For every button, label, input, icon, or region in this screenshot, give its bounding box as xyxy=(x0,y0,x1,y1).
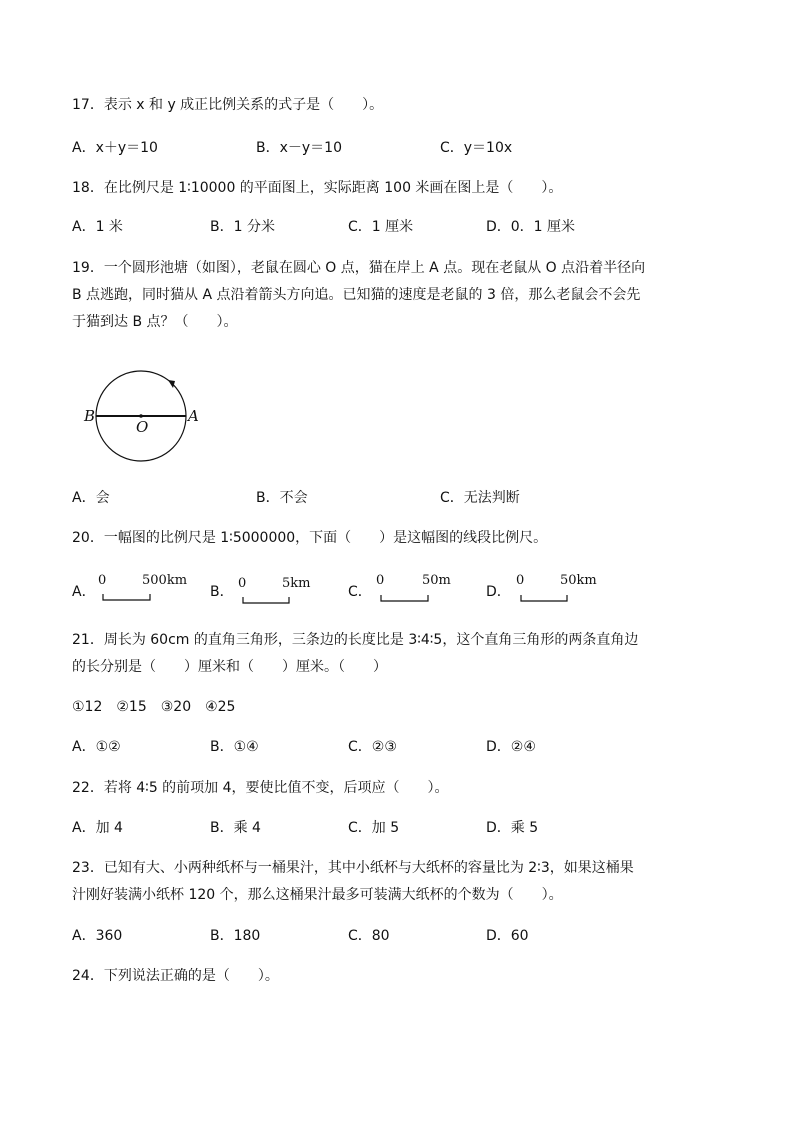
q19-stem-line-2: B 点逃跑，同时猫从 A 点沿着箭头方向追。已知猫的速度是老鼠的 3 倍，那么老鼠会不会先 xyxy=(72,287,641,303)
q20-option-c-letter: C． xyxy=(348,584,372,600)
q23-stem-line-2: 汁刚好装满小纸杯 120 个，那么这桶果汁最多可装满大纸杯的个数为（ ）。 xyxy=(72,887,563,903)
scale-b-start: 0 xyxy=(238,576,247,591)
q19-stem-line-3: 于猫到达 B 点？（ ）。 xyxy=(72,314,238,330)
q22-option-a[interactable]: A．加 4 xyxy=(72,820,123,836)
scale-c-end: 50m xyxy=(422,573,451,588)
q23-stem-line-1: 23．已知有大、小两种纸杯与一桶果汁，其中小纸杯与大纸杯的容量比为 2∶3，如果这桶果 xyxy=(72,860,634,876)
label-o: O xyxy=(136,418,149,436)
arrow-icon xyxy=(168,380,175,388)
q21-option-b[interactable]: B．①④ xyxy=(210,739,259,755)
label-a: A xyxy=(188,407,199,425)
q19-circle-figure xyxy=(80,368,210,468)
q23-option-d[interactable]: D．60 xyxy=(486,928,529,944)
q22-options xyxy=(72,818,732,838)
scale-bar-b xyxy=(234,570,334,610)
scale-a-start: 0 xyxy=(98,573,107,588)
scale-d-start: 0 xyxy=(516,573,525,588)
q21-option-d[interactable]: D．②④ xyxy=(486,739,536,755)
q24-stem: 24．下列说法正确的是（ ）。 xyxy=(72,968,279,984)
q20-option-b-letter: B． xyxy=(210,584,234,600)
q20-option-d-letter: D． xyxy=(486,584,511,600)
q21-option-a[interactable]: A．①② xyxy=(72,739,121,755)
q21-stem-line-1: 21．周长为 60cm 的直角三角形，三条边的长度比是 3∶4∶5，这个直角三角形的两条直角边 xyxy=(72,632,639,648)
q20-stem: 20．一幅图的比例尺是 1∶5000000，下面（ ）是这幅图的线段比例尺。 xyxy=(72,530,548,546)
q23-options xyxy=(72,926,732,946)
q19-option-a[interactable]: A．会 xyxy=(72,490,110,506)
q18-options xyxy=(72,217,732,237)
q21-choices: ①12 ②15 ③20 ④25 xyxy=(72,699,236,715)
scale-c-start: 0 xyxy=(376,573,385,588)
q23-option-a[interactable]: A．360 xyxy=(72,928,123,944)
scale-bar-d xyxy=(510,570,610,610)
q19-stem-line-1: 19．一个圆形池塘（如图），老鼠在圆心 O 点，猫在岸上 A 点。现在老鼠从 O 点沿着半径向 xyxy=(72,260,646,276)
q19-option-c[interactable]: C．无法判断 xyxy=(440,490,520,506)
q18-option-b[interactable]: B．1 分米 xyxy=(210,219,275,235)
scale-bar-c xyxy=(372,570,472,610)
scale-b-end: 5km xyxy=(282,576,311,591)
scale-a-bar xyxy=(103,594,150,600)
q17-options xyxy=(72,138,732,158)
scale-c-bar xyxy=(381,595,428,601)
q18-option-d[interactable]: D．0．1 厘米 xyxy=(486,219,576,235)
q20-option-a-letter: A． xyxy=(72,584,96,600)
q23-option-c[interactable]: C．80 xyxy=(348,928,390,944)
scale-d-bar xyxy=(521,595,567,601)
q19-option-b[interactable]: B．不会 xyxy=(256,490,308,506)
q21-stem-line-2: 的长分别是（ ）厘米和（ ）厘米。（ ） xyxy=(72,659,387,675)
scale-d-end: 50km xyxy=(560,573,597,588)
q22-option-d[interactable]: D．乘 5 xyxy=(486,820,539,836)
q21-option-c[interactable]: C．②③ xyxy=(348,739,397,755)
q22-option-c[interactable]: C．加 5 xyxy=(348,820,400,836)
q19-options xyxy=(72,488,732,508)
scale-b-bar xyxy=(243,597,289,603)
q17-stem: 17．表示 x 和 y 成正比例关系的式子是（ ）。 xyxy=(72,97,384,113)
scale-a-end: 500km xyxy=(142,573,188,588)
q18-option-a[interactable]: A．1 米 xyxy=(72,219,123,235)
q18-stem: 18．在比例尺是 1∶10000 的平面图上，实际距离 100 米画在图上是（ ）。 xyxy=(72,180,563,196)
scale-bar-a xyxy=(96,570,196,610)
q17-option-a[interactable]: A．x＋y＝10 xyxy=(72,140,158,156)
q23-option-b[interactable]: B．180 xyxy=(210,928,261,944)
q20-options xyxy=(72,570,732,610)
q22-stem: 22．若将 4∶5 的前项加 4，要使比值不变，后项应（ ）。 xyxy=(72,780,449,796)
q17-option-b[interactable]: B．x－y＝10 xyxy=(256,140,342,156)
q21-options xyxy=(72,737,732,757)
label-b: B xyxy=(84,407,96,425)
q22-option-b[interactable]: B．乘 4 xyxy=(210,820,261,836)
q17-option-c[interactable]: C．y＝10x xyxy=(440,140,513,156)
q18-option-c[interactable]: C．1 厘米 xyxy=(348,219,414,235)
